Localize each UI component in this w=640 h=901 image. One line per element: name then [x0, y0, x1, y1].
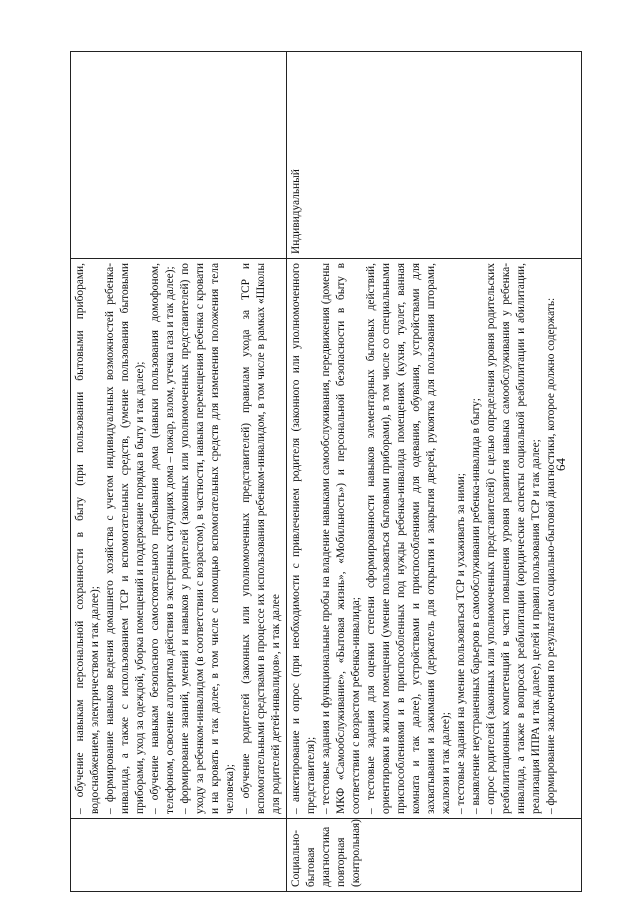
services-table	[70, 51, 582, 892]
list-item: – тестовые задания и функциональные пробы на владение навыками самообслуживания, передвижения (домены МКФ «Самообслуживание», «Бытовая жизнь», «Мобильность») и персональной безопасности в быту в соответствии с возрастом ребенка-инвалида;	[319, 263, 362, 814]
list-item: – анкетирование и опрос (при необходимости с привлечением родителя (законного или уполномоченного представителя);	[289, 263, 317, 814]
table-row	[71, 52, 287, 892]
stage-cell: Социально-бытовая диагностика повторная (контрольная)	[286, 819, 581, 892]
form-cell	[71, 52, 287, 259]
list-item: – обучение родителей (законных или уполномоченных представителей) правилам ухода за ТСР и вспомогательными средствами в процессе их использования ребенком-инвалидом, в том числе в рамках «Школы для родителей детей-инвалидов», и так далее	[239, 263, 282, 814]
list-item: – тестовые задания для оценки степени сформированности навыков элементарных бытовых действий, ориентировки в жилом помещении (умение пользоваться бытовыми приборами), в том числе со специальными приспособлениями и в приспособленных под нужды ребенка-инвалида помещениях (кухня, туалет, ванная комната и так далее), устройствами и приспособлениями для одевания, обувания, устройствами для захватывания и зажимания (держатель для открытия и закрытия дверей, рукоятка для пользования шторами, жалюзи и так далее);	[364, 263, 453, 814]
stage-cell	[71, 819, 287, 892]
page-number: 64	[553, 458, 568, 471]
list-item: – формирование заключения по результатам социально-бытовой диагностики, которое должно содержать:	[545, 297, 558, 814]
table-row	[286, 52, 581, 892]
list-item: – обучение навыкам персональной сохранности в быту (при пользовании бытовыми приборами, водоснабжением, электричеством и так далее);	[74, 263, 102, 814]
list-item: – выявление неустраненных барьеров в самообслуживании ребенка-инвалида в быту;	[470, 398, 483, 814]
list-item: – опрос родителей (законных или уполномоченных представителей) с целью определения уровня родительских реабилитационных компетенций в части повышения уровня развития навыка самообслуживания у ребенка-инвалида, а также в вопросах реабилитации (юридические аспекты социальной реабилитации и абилитации, реализация ИПРА и так далее), целей и правил пользования ТСР и так далее;	[485, 263, 543, 814]
list-item: – формирование навыков ведения домашнего хозяйства с учетом индивидуальных возможностей ребенка-инвалида, а также с использованием ТСР и вспомогательных средств, (умение пользования бытовыми приборами, уход за одеждой, уборка помещений и поддержание порядка в быту и так далее);	[104, 263, 147, 814]
list-item: – тестовые задания на умение пользоваться ТСР и ухаживать за ними;	[455, 473, 468, 814]
content-cell	[71, 259, 287, 819]
form-cell: Индивидуальный	[286, 52, 581, 259]
list-item: – обучение навыкам безопасного самостоятельного пребывания дома (навыки пользования домофоном, телефоном, освоение алгоритма действия в экстренных ситуациях дома – пожар, взлом, утечка газа и так далее);	[149, 263, 177, 814]
content-cell	[286, 259, 581, 819]
list-item: – формирование знаний, умений и навыков у родителей (законных или уполномоченных представителей) по уходу за ребенком-инвалидом (в соответствии с возрастом), в частности, навыка перемещения ребенка с кровати и на кровать и так далее, в том числе с помощью вспомогательных средств для изменения положения тела человека);	[179, 263, 237, 814]
